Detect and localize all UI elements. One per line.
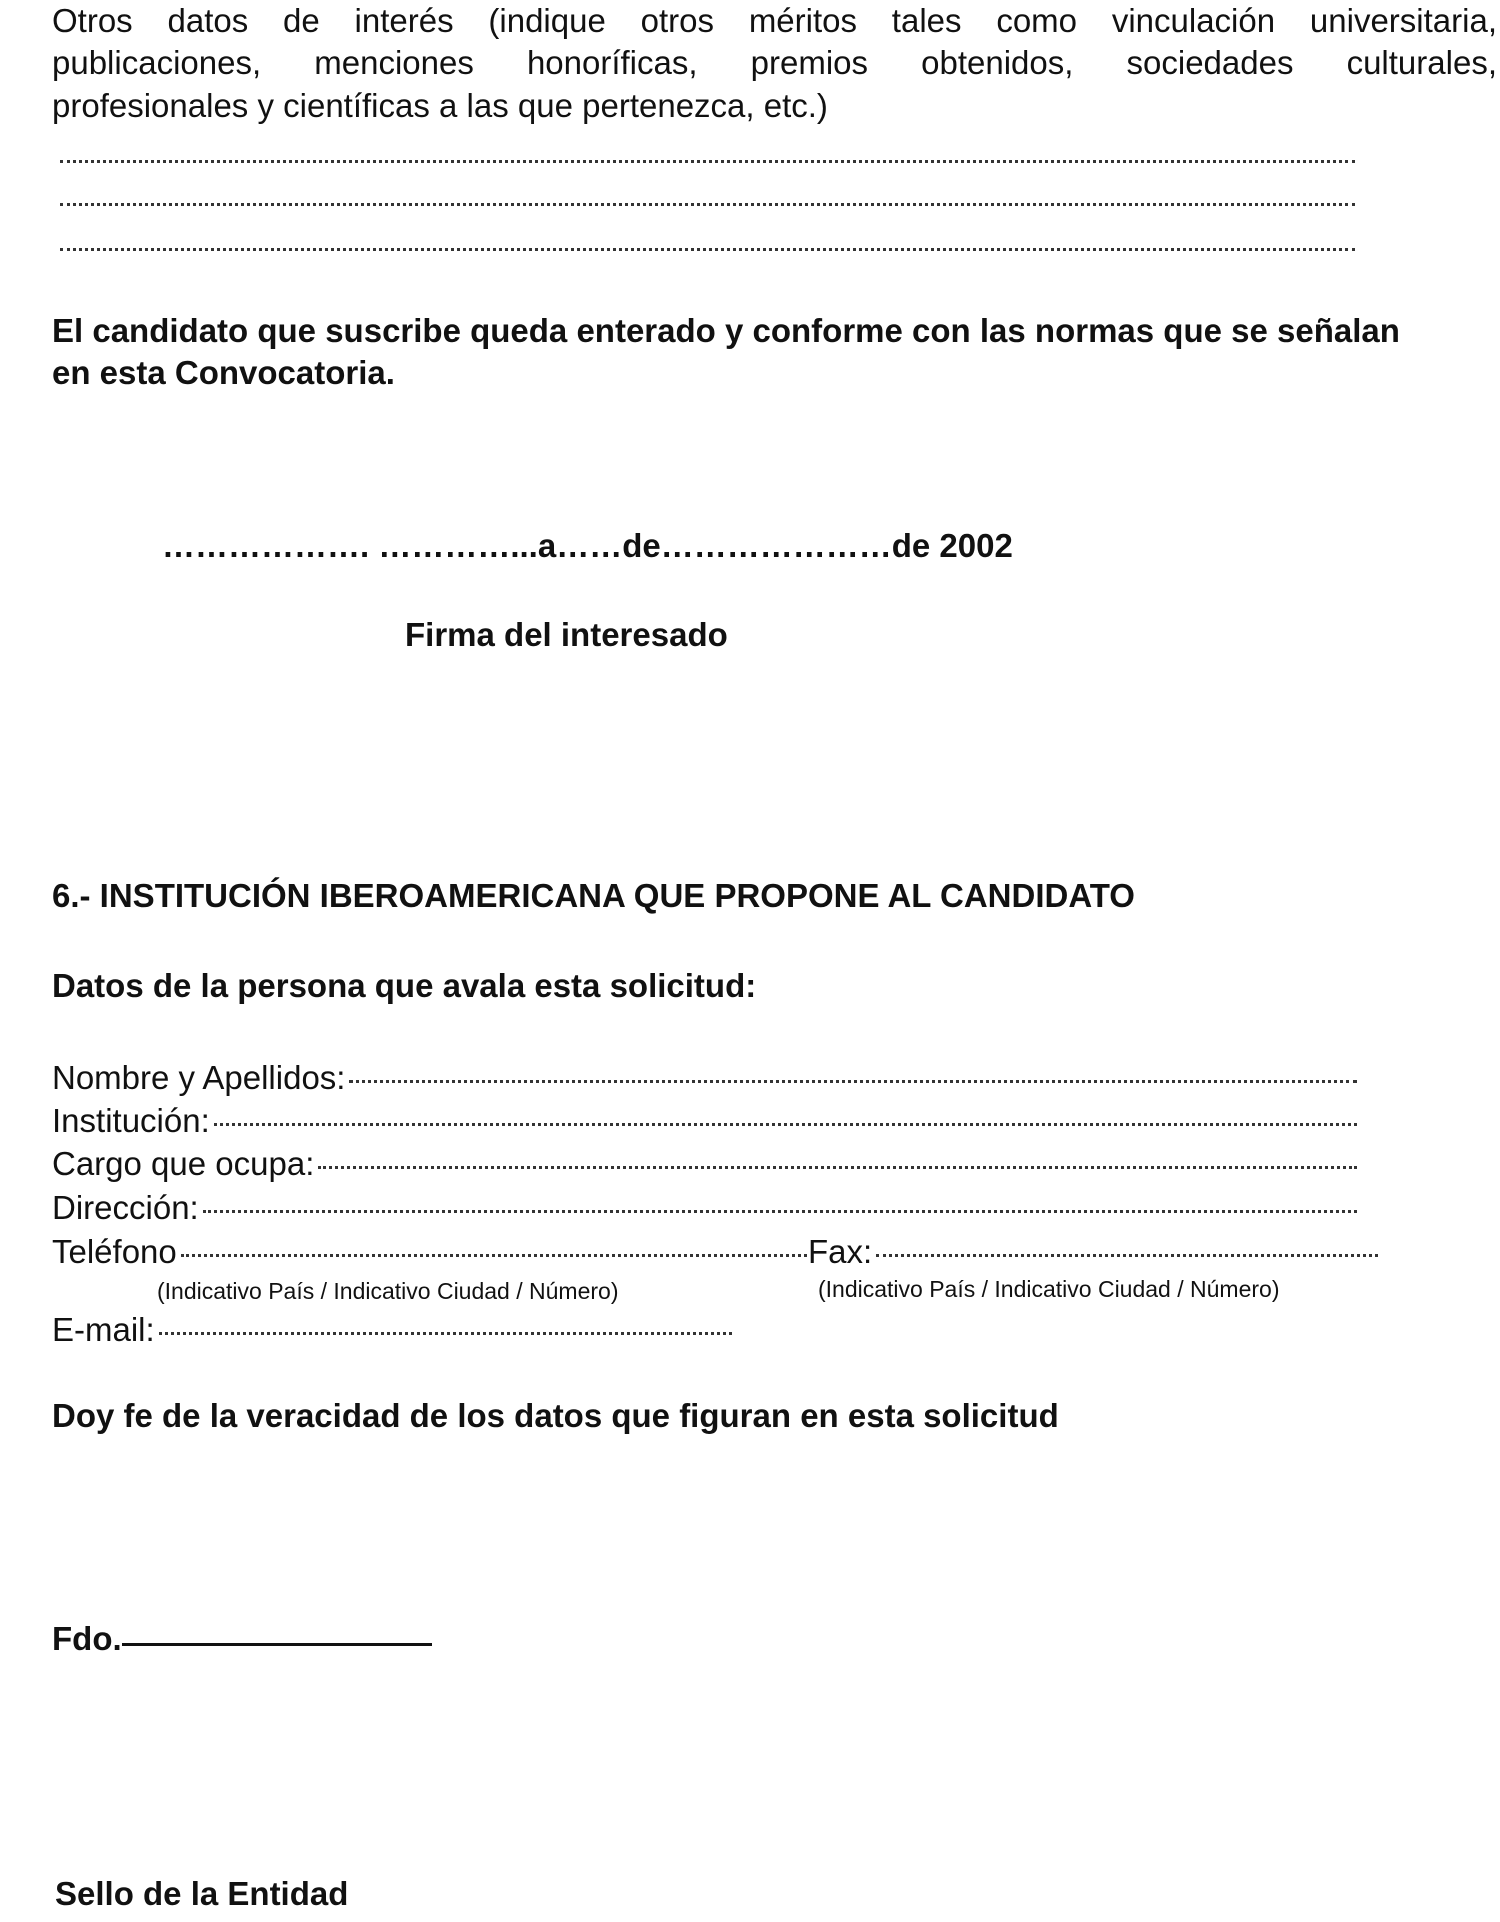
fdo-signature-line[interactable] bbox=[122, 1643, 432, 1646]
nombre-label: Nombre y Apellidos: bbox=[52, 1059, 346, 1096]
cargo-field[interactable] bbox=[52, 1144, 1357, 1184]
sello-label: Sello de la Entidad bbox=[55, 1875, 349, 1912]
otros-datos-blank-line-3[interactable] bbox=[60, 248, 1355, 251]
direccion-input-line[interactable] bbox=[203, 1210, 1357, 1213]
cargo-label: Cargo que ocupa: bbox=[52, 1145, 315, 1182]
fax-hint: (Indicativo País / Indicativo Ciudad / Número) bbox=[818, 1276, 1280, 1302]
fax-label: Fax: bbox=[808, 1233, 873, 1270]
otros-datos-blank-line-2[interactable] bbox=[60, 203, 1355, 206]
telefono-input-line[interactable] bbox=[181, 1254, 807, 1257]
direccion-label: Dirección: bbox=[52, 1189, 199, 1226]
email-input-line[interactable] bbox=[159, 1332, 732, 1335]
institucion-field[interactable] bbox=[52, 1101, 1357, 1141]
section-6-subtitle: Datos de la persona que avala esta solicitud: bbox=[52, 967, 757, 1004]
email-field[interactable] bbox=[52, 1310, 732, 1350]
telefono-field[interactable] bbox=[52, 1232, 807, 1272]
fdo-signature-row[interactable] bbox=[52, 1618, 432, 1660]
institucion-input-line[interactable] bbox=[214, 1123, 1357, 1126]
nombre-input-line[interactable] bbox=[349, 1080, 1357, 1083]
nombre-field[interactable] bbox=[52, 1058, 1357, 1098]
doy-fe-statement: Doy fe de la veracidad de los datos que figuran en esta solicitud bbox=[52, 1397, 1059, 1434]
otros-datos-blank-line-1[interactable] bbox=[60, 160, 1355, 163]
email-label: E-mail: bbox=[52, 1311, 155, 1348]
fdo-label: Fdo. bbox=[52, 1620, 122, 1657]
firma-interesado-label: Firma del interesado bbox=[405, 616, 728, 653]
conformidad-line2: en esta Convocatoria. bbox=[52, 354, 395, 391]
otros-datos-line1: Otros datos de interés (indique otros méritos tales como vinculación universitaria, bbox=[52, 2, 1497, 39]
cargo-input-line[interactable] bbox=[318, 1166, 1357, 1169]
direccion-field[interactable] bbox=[52, 1188, 1357, 1228]
otros-datos-line3: profesionales y científicas a las que pertenezca, etc.) bbox=[52, 87, 828, 124]
telefono-hint: (Indicativo País / Indicativo Ciudad / Número) bbox=[157, 1278, 619, 1304]
telefono-label: Teléfono bbox=[52, 1233, 177, 1270]
fax-input-line[interactable] bbox=[876, 1254, 1378, 1257]
date-line[interactable]: ………………. …………...a……de…………………de 2002 bbox=[162, 527, 1013, 564]
fax-field[interactable] bbox=[808, 1232, 1378, 1272]
section-6-title: 6.- INSTITUCIÓN IBEROAMERICANA QUE PROPONE AL CANDIDATO bbox=[52, 877, 1135, 914]
institucion-label: Institución: bbox=[52, 1102, 210, 1139]
conformidad-line1: El candidato que suscribe queda enterado y conforme con las normas que se señalan bbox=[52, 312, 1400, 349]
otros-datos-line2: publicaciones, menciones honoríficas, premios obtenidos, sociedades culturales, bbox=[52, 44, 1497, 81]
